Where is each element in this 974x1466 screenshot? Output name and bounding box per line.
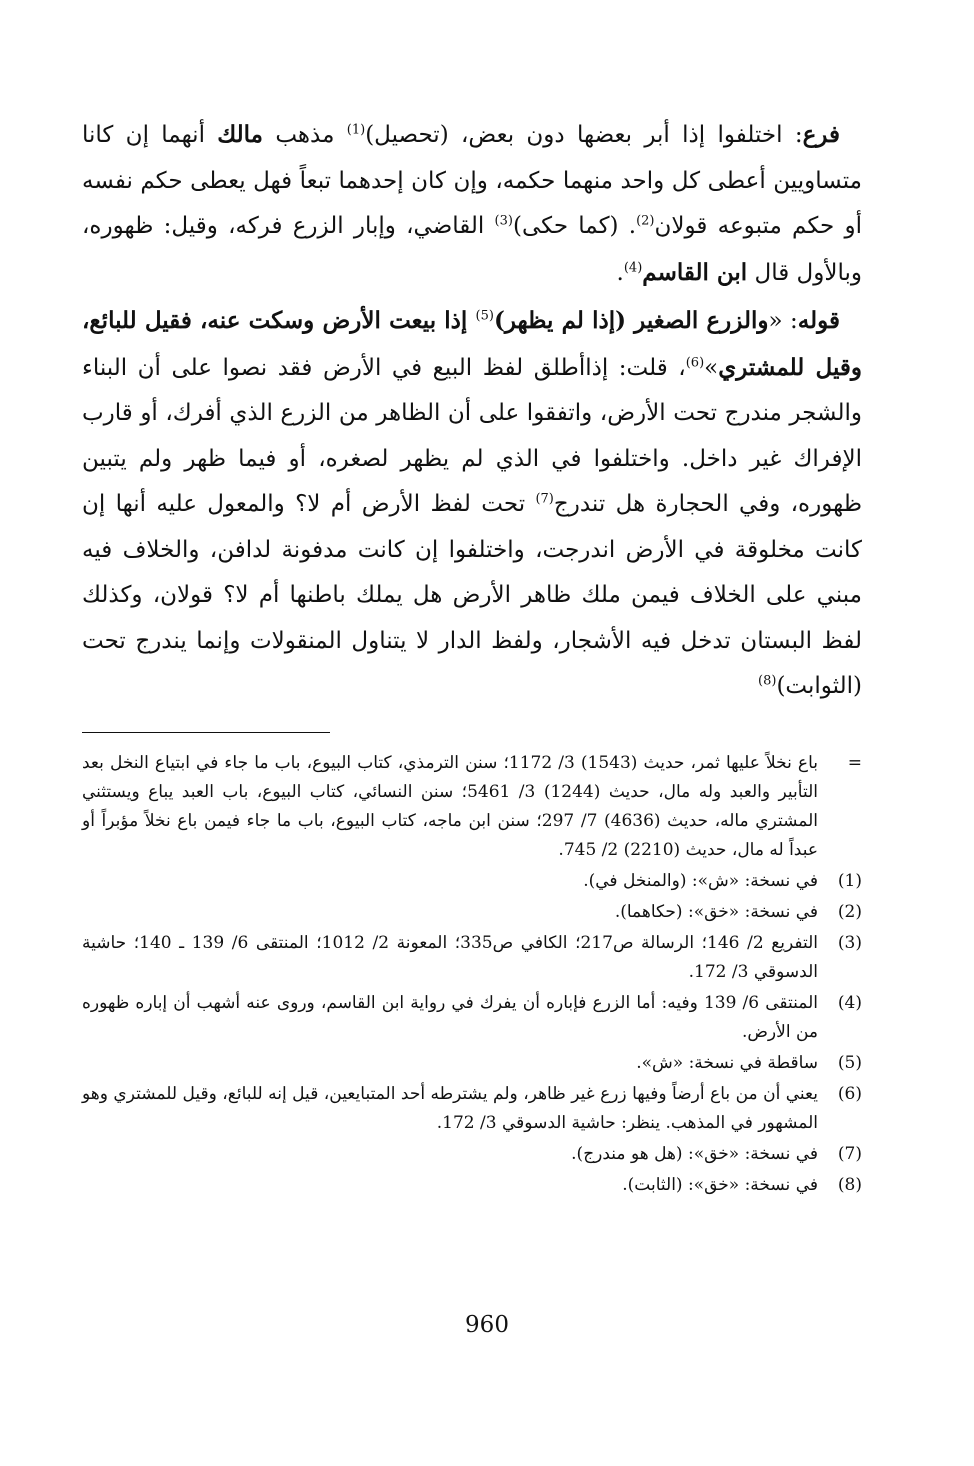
paragraph-2 — [82, 298, 862, 710]
footnote-text: التفريع 2/ 146؛ الرسالة ص217؛ الكافي ص335؛ المعونة 2/ 1012؛ المنتقى 6/ 139 ـ 140؛ حاشية الدسوقي 3/ 172. — [82, 932, 819, 982]
footnote-number: (7) — [837, 1143, 862, 1164]
footnote-number: = — [847, 752, 862, 773]
footnote-number: (5) — [837, 1052, 862, 1073]
quoted-text: إذا بيعت الأرض وسكت عنه، فقيل للبائع، وقيل للمشتري — [82, 307, 862, 381]
text-run: تحت لفظ الأرض أم لا؟ والمعول عليه أنها إن كانت مخلوقة في الأرض اندرجت، واختلفوا إن كانت مدفونة لدافن، والخلاف فيه مبني على الخلاف فيمن ملك ظاهر الأرض هل يملك باطنها أم لا؟ قولان، وكذلك لفظ البستان تدخل فيه الأشجار، ولفظ الدار لا يتناول المنقولات وإنما يندرج تحت (الثوابت) — [82, 491, 862, 699]
bold-name: مالك — [217, 121, 264, 148]
footnote-item — [82, 867, 862, 896]
footnote-item — [82, 929, 862, 987]
footnotes — [82, 749, 862, 1200]
text-run: . — [616, 259, 624, 286]
footnote-number: (2) — [837, 901, 862, 922]
footnote-ref[interactable]: (7) — [535, 491, 554, 507]
footnote-item — [82, 1140, 862, 1169]
footnote-number: (3) — [837, 932, 862, 953]
footnote-text: يعني أن من باع أرضاً وفيها زرع غير ظاهر، ولم يشترطه أحد المتبايعين، قيل إنه للبائع، وقيل للمشتري وهو المشهور في المذهب. ينظر: حاشية الدسوقي 3/ 172. — [82, 1083, 818, 1133]
footnote-ref[interactable]: (4) — [623, 259, 643, 275]
footnote-number: (6) — [837, 1083, 862, 1104]
footnote-text: ساقطة في نسخة: «ش». — [636, 1052, 818, 1073]
footnote-item — [82, 989, 862, 1047]
footnote-separator-wrap — [82, 710, 862, 749]
text-run: : اختلفوا إذا أبر بعضها دون بعض، (تحصيل) — [365, 122, 803, 148]
footnote-ref[interactable]: (5) — [475, 308, 494, 324]
footnote-text: المنتقى 6/ 139 وفيه: أما الزرع فإباره أن يفرك في رواية ابن القاسم، وروى عنه أشهب أن إباره ظهوره من الأرض. — [82, 992, 818, 1042]
text-run: مذهب — [263, 122, 347, 148]
footnote-item — [82, 1080, 862, 1138]
text-run: أنهما إن كانا متساويين أعطى كل واحد منهما حكمه، وإن كان إحدهما تبعاً فهل يعطى حكم نفسه أو حكم متبوعه قولان — [82, 122, 862, 239]
quoted-text: والزرع الصغير (إذا لم يظهر) — [493, 307, 769, 334]
page-number: 960 — [465, 1312, 509, 1338]
footnote-item — [82, 1049, 862, 1078]
footnote-number: (4) — [837, 992, 862, 1013]
footnote-text: باع نخلاً عليها ثمر، حديث (1543) 3/ 1172؛ سنن الترمذي، كتاب البيوع، باب ما جاء في ابتياع النخل بعد التأبير والعبد وله مال، حديث (1244) 3/ 5461؛ سنن النسائي، كتاب البيوع، باب العبد يباع ويستثني المشتري ماله، حديث (4636) 7/ 297؛ سنن ابن ماجه، كتاب البيوع، باب ما جاء فيمن باع نخلاً مؤبراً أو عبداً له مال، حديث (2210) 2/ 745. — [82, 752, 818, 860]
footnote-text: في نسخة: «خق»: (هل هو مندرج). — [571, 1143, 818, 1164]
text-run: : « — [768, 308, 798, 334]
bold-name: ابن القاسم — [642, 258, 748, 286]
footnote-ref[interactable]: (3) — [494, 213, 513, 229]
text-run: » — [704, 354, 719, 381]
footnote-ref[interactable]: (8) — [758, 673, 777, 689]
paragraph-heading: قوله — [797, 307, 840, 334]
text-run: القاضي، وإبار الزرع فركه، وقيل: ظهوره، وبالأول قال — [82, 213, 862, 286]
text-run: . (كما حكى) — [512, 213, 637, 239]
footnote-item — [82, 749, 862, 865]
footnote-ref[interactable]: (2) — [636, 213, 655, 229]
text-run: ، قلت: إذاأطلق لفظ البيع في الأرض فقد نصوا على أن البناء والشجر مندرج تحت الأرض، واتفقوا على أن الظاهر من الزرع الذي أفرك، أو قارب الإفراك غير داخل. واختلفوا في الذي لم يظهر لصغره، أو فيما ظهر ولم يتبين ظهوره، وفي الحجارة هل تندرج — [82, 354, 863, 517]
footnote-ref[interactable]: (6) — [685, 354, 705, 370]
footnote-number: (8) — [837, 1174, 862, 1195]
footnote-text: في نسخة: «خق»: (حكاهما). — [614, 901, 818, 922]
paragraph-1 — [82, 112, 862, 296]
footnote-text: في نسخة: «ش»: (والمنخل في). — [583, 870, 818, 891]
paragraph-heading: فرع — [802, 121, 840, 148]
page-body — [82, 112, 862, 1202]
footnote-item — [82, 1171, 862, 1200]
main-text — [82, 112, 862, 710]
footnote-ref[interactable]: (1) — [346, 122, 366, 138]
footnote-text: في نسخة: «خق»: (الثابت). — [622, 1174, 818, 1195]
footnote-number: (1) — [837, 870, 862, 891]
footnote-item — [82, 898, 862, 927]
footnote-separator — [82, 732, 330, 733]
